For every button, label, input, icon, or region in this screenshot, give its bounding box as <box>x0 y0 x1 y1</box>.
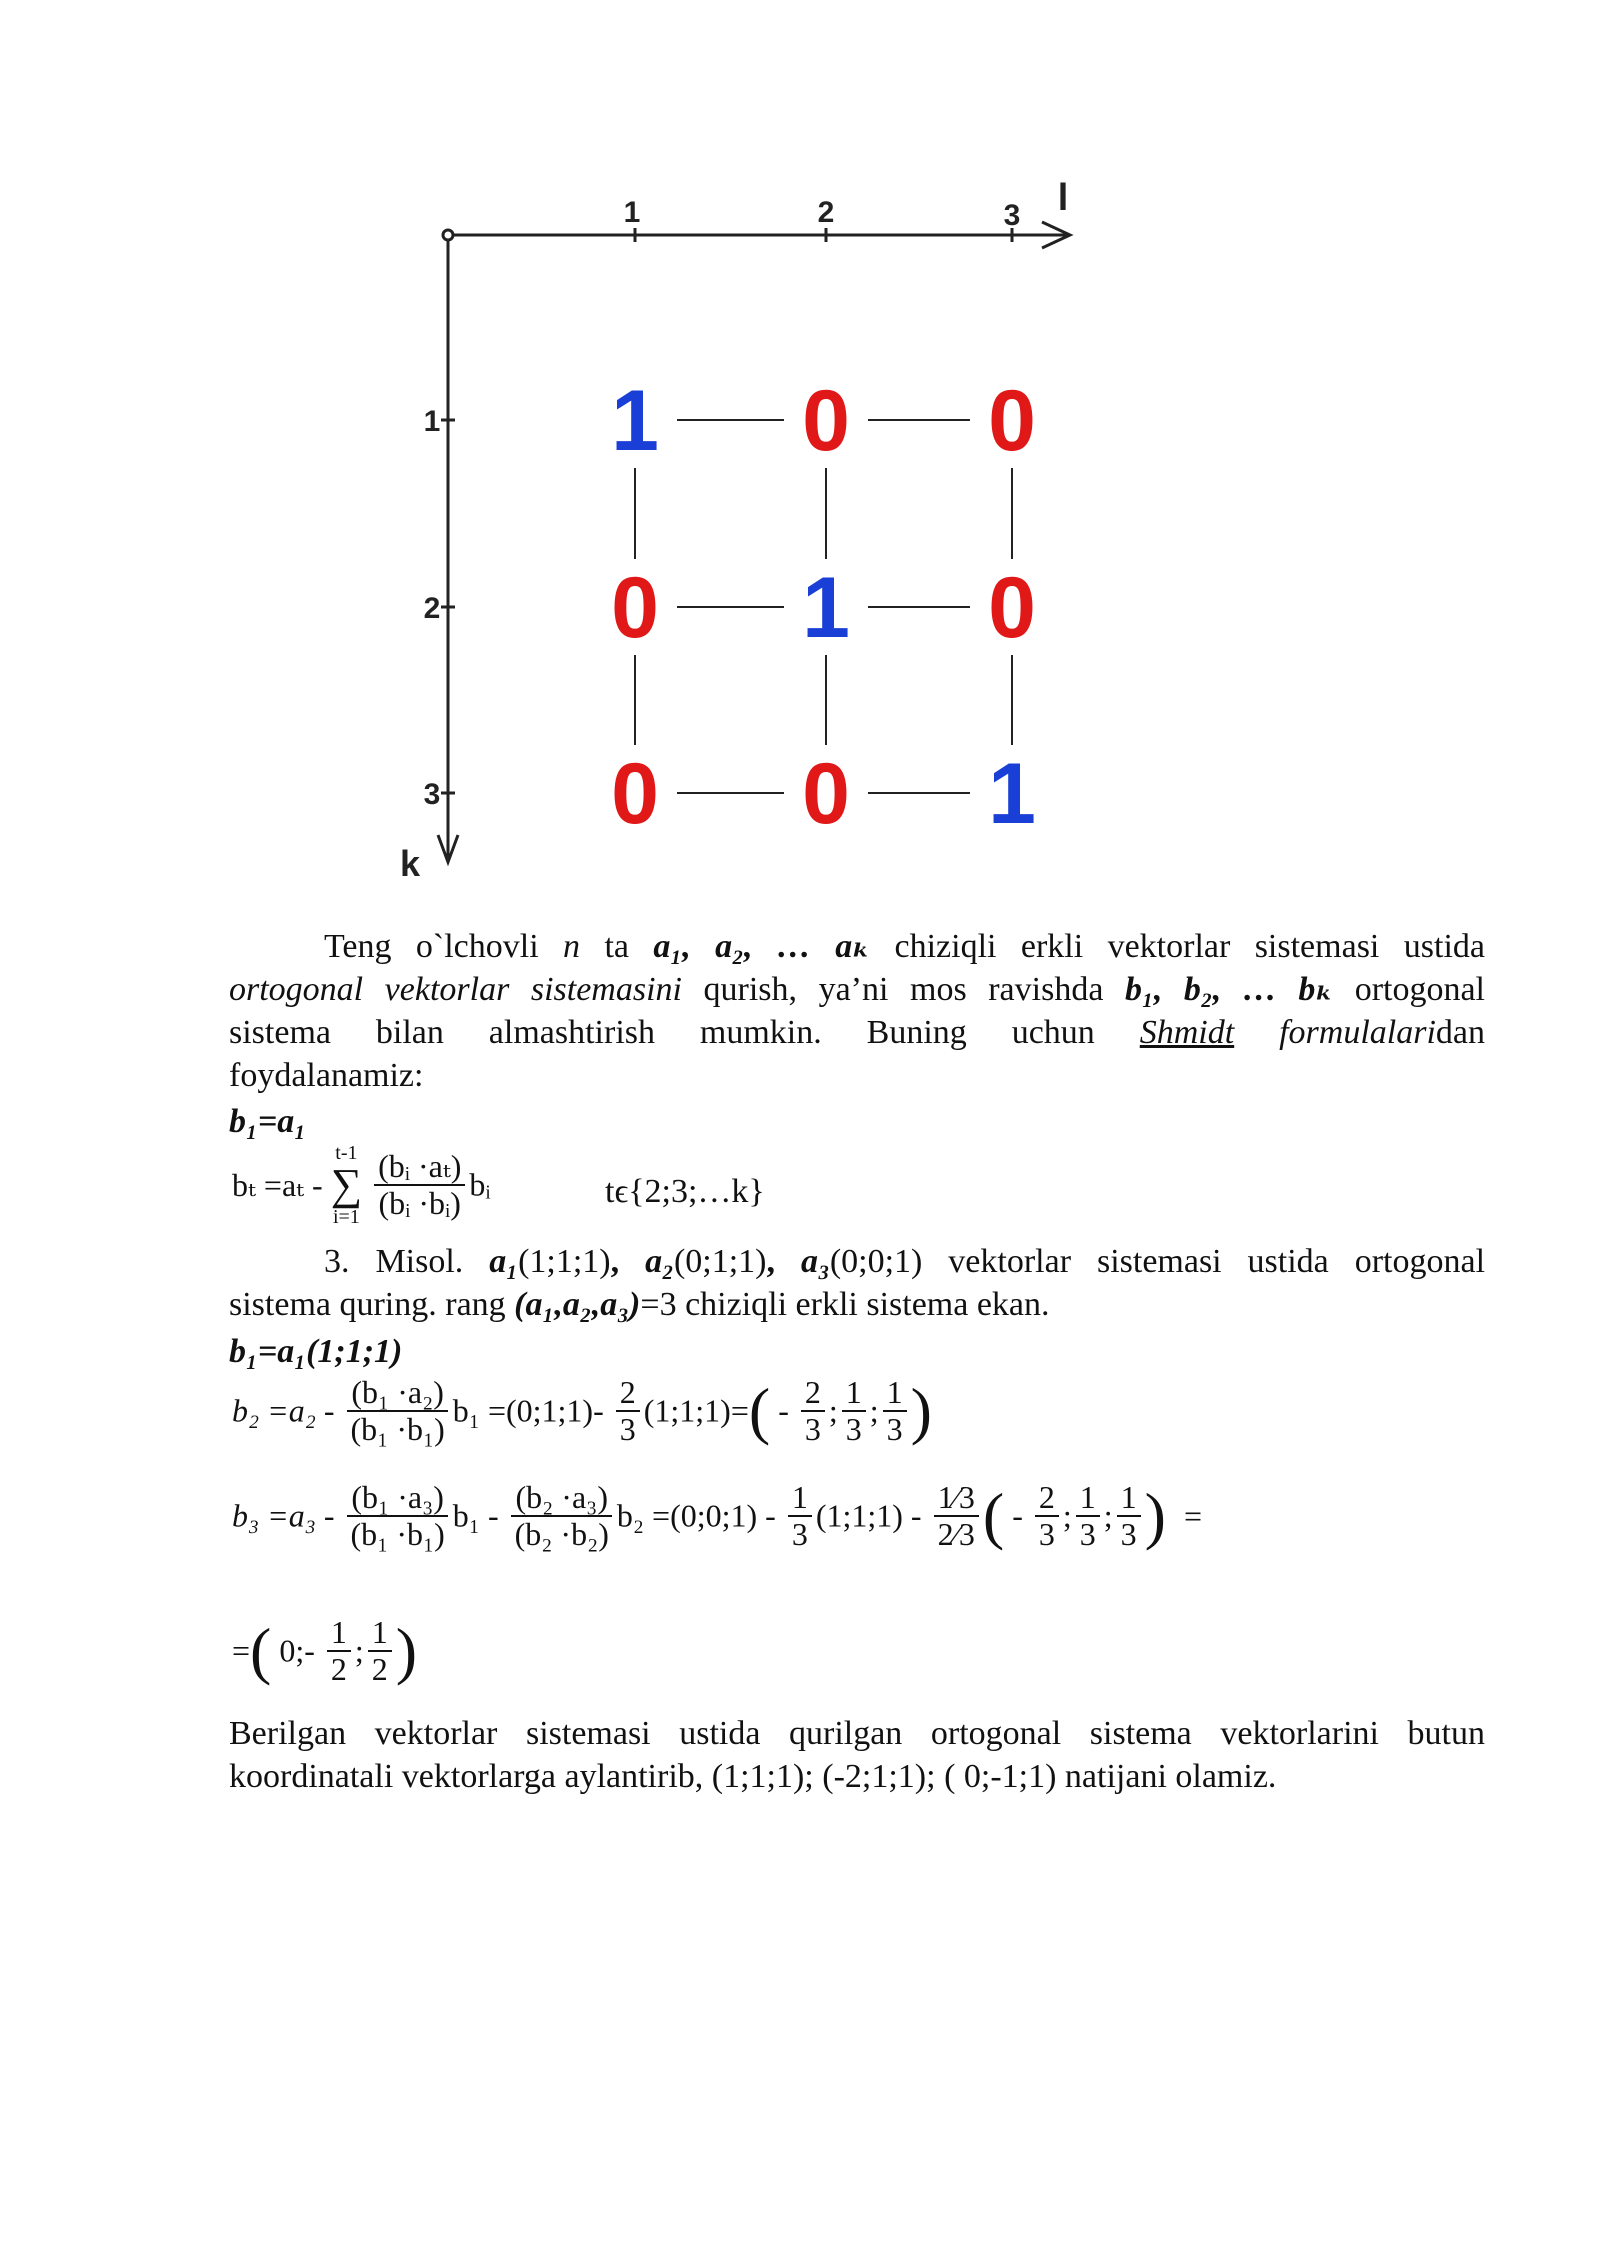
matrix-cell-2-2: 1 <box>802 560 850 656</box>
example-line-2: sistema quring. rang (a₁,a₂,a₃)=3 chiziqli erkli sistema ekan. <box>229 1286 1050 1323</box>
x-tick-label-3: 3 <box>1003 199 1021 232</box>
b1-definition: b₁=a₁ <box>229 1103 307 1140</box>
conclusion-line-1: Berilgan vektorlar sistemasi ustida qurilgan ortogonal sistema vektorlarini butun <box>229 1715 1485 1752</box>
y-tick-label-3: 3 <box>423 778 441 811</box>
b3-equation: b₃ =a₃ - $\frac{\text{(b₁ ·a₃)}}{\text{(b₁ ·b₁)}}$ b₁ - $\frac{\text{(b₂ ·a₃)}}{\text{(b₂ ·b₂)}}$ b₂ =(0;0;1) - $\frac{1}{3}$ (1;1;1) - $\frac{1⁄3}{2⁄3}$ ( - $\frac{2}{3}$ ; $\frac{1}{3}$ ; $\frac{1}{3}$ ) = <box>232 1479 1203 1553</box>
x-axis-label: l <box>1057 177 1069 219</box>
matrix-cell-3-3: 1 <box>988 746 1036 842</box>
b2-equation: b₂ =a₂ - $\frac{\text{(b₁ ·a₂)}}{\text{(b₁ ·b₁)}}$ b₁ =(0;1;1)- $\frac{2}{3}$ (1;1;1)=( - $\frac{2}{3}$ ; $\frac{1}{3}$ ; $\frac{1}{3}$ ) <box>232 1374 932 1448</box>
axes <box>438 222 1070 862</box>
axis-origin <box>443 230 453 240</box>
index-range: tϵ{2;3;…k} <box>605 1173 765 1210</box>
matrix-cell-1-3: 0 <box>988 373 1036 469</box>
matrix-cell-2-1: 0 <box>611 560 659 656</box>
intro-line-3: sistema bilan almashtirish mumkin. Buning uchun Shmidt formulalaridan <box>229 1014 1486 1051</box>
matrix-cell-1-1: 1 <box>611 373 659 469</box>
intro-line-4: foydalanamiz: <box>229 1057 424 1094</box>
matrix-cell-3-2: 0 <box>802 746 850 842</box>
shmidt-link[interactable]: Shmidt <box>1139 1014 1235 1051</box>
matrix-cell-1-2: 0 <box>802 373 850 469</box>
y-tick-label-2: 2 <box>423 592 441 625</box>
example-line-1: 3. Misol. a₁(1;1;1), a₂(0;1;1), a₃(0;0;1) vektorlar sistemasi ustida ortogonal <box>324 1243 1486 1280</box>
intro-line-1: Teng o`lchovli n ta a₁, a₂, … aₖ chiziqli erkli vektorlar sistemasi ustida <box>324 928 1485 965</box>
example-paragraph <box>229 1240 1485 1326</box>
y-tick-label-1: 1 <box>423 405 441 438</box>
matrix-diagram <box>0 0 1600 900</box>
conclusion-paragraph <box>229 1712 1485 1798</box>
x-tick-label-1: 1 <box>623 196 641 229</box>
x-tick-label-2: 2 <box>817 196 835 229</box>
shmidt-formula: bₜ =aₜ - t-1 ∑ i=1 $\frac{\text{(bᵢ ·aₜ)}}{\text{(bᵢ ·bᵢ)}}$ bᵢ <box>232 1142 491 1228</box>
matrix-cell-3-1: 0 <box>611 746 659 842</box>
y-axis-label: k <box>399 843 421 884</box>
intro-paragraph <box>229 925 1485 1097</box>
matrix-cells <box>611 373 1036 842</box>
b1-value: b₁=a₁(1;1;1) <box>229 1333 403 1370</box>
intro-line-2: ortogonal vektorlar sistemasini qurish, ya’ni mos ravishda b₁, b₂, … bₖ ortogonal <box>229 971 1485 1008</box>
conclusion-line-2: koordinatali vektorlarga aylantirib, (1;1;1); (-2;1;1); ( 0;-1;1) natijani olamiz. <box>229 1758 1277 1795</box>
b3-result: =( 0;- $\frac{1}{2}$ ; $\frac{1}{2}$ ) <box>232 1614 418 1688</box>
matrix-cell-2-3: 0 <box>988 560 1036 656</box>
